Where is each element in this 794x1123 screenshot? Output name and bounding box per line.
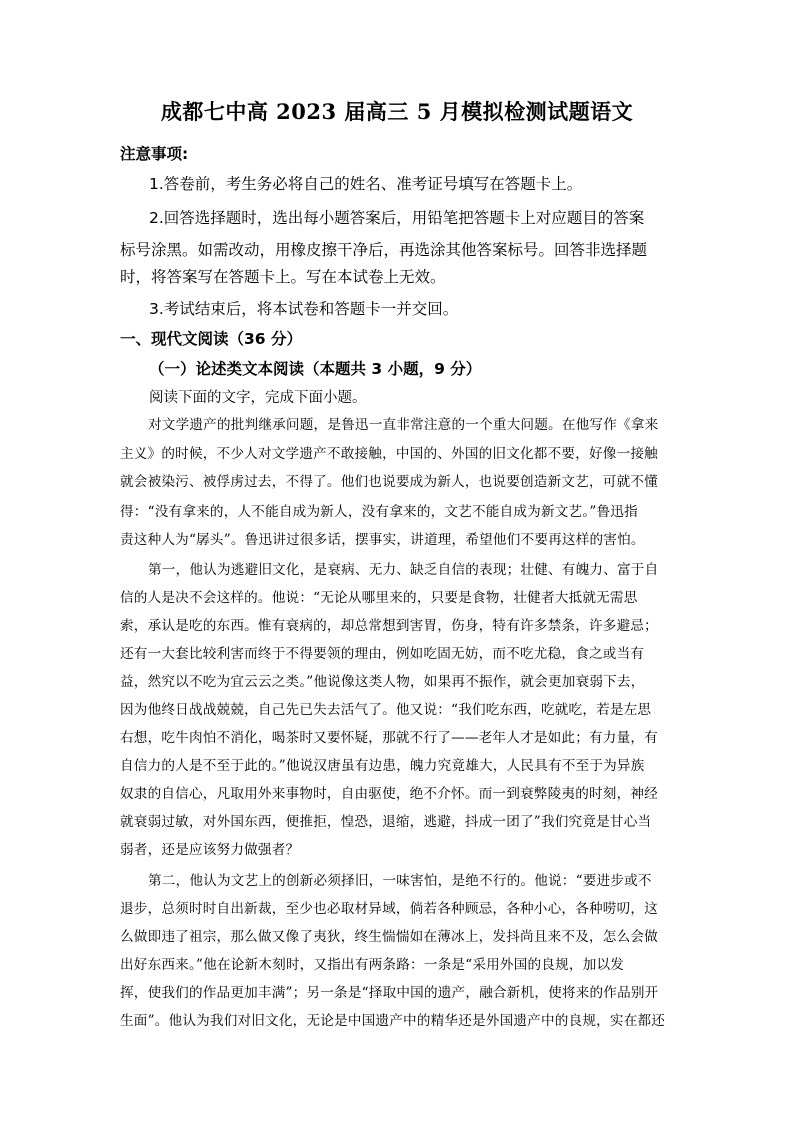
notice-heading: 注意事项: [120,145,189,163]
passage-line: 出好东西来。”他在论新木刻时，又指出有两条路：一条是“采用外国的良规，加以发 [120,957,625,973]
notice-item-2: 2.回答选择题时，选出每小题答案后，用铅笔把答题卡上对应题目的答案 [149,209,645,227]
exam-title: 成都七中高 2023 届高三 5 月模拟检测试题语文 [160,99,634,124]
passage-line: 就会被染污、被俘虏过去，不得了。他们也说要成为新人，也说要创造新文艺，可就不懂 [120,474,658,490]
passage-line: 奴隶的自信心，凡取用外来事物时，自由驱使，绝不介怀。而一到衰弊陵夷的时刻，神经 [120,786,658,802]
passage-line: 退步，总须时时自出新裁，至少也必取材异域，倘若各种顾忌，各种小心，各种唠叨，这 [120,901,658,917]
passage-line: 因为他终日战战兢兢，自己先已失去活气了。他又说：“我们吃东西，吃就吃，若是左思 [120,702,652,718]
passage-line: 么做即违了祖宗，那么做又像了夷狄，终生惴惴如在薄冰上，发抖尚且来不及，怎么会做 [120,929,658,945]
section-heading: 一、现代文阅读（36 分） [120,330,302,348]
passage-line: 挥，使我们的作品更加丰满”；另一条是“择取中国的遗产，融合新机，使将来的作品别开 [120,985,659,1001]
passage-line: 右想，吃牛肉怕不消化，喝茶时又要怀疑，那就不行了——老年人才是如此；有力量，有 [120,730,658,746]
notice-item-3: 3.考试结束后，将本试卷和答题卡一并交回。 [149,300,459,318]
passage-line: 得：“没有拿来的，人不能自成为新人，没有拿来的，文艺不能自成为新文艺。”鲁迅指 [120,504,638,520]
passage-line: 自信力的人是不至于此的。”他说汉唐虽有边患，魄力究竟雄大，人民具有不至于为异族 [120,758,645,774]
passage-line: 弱者，还是应该努力做强者？ [120,842,300,858]
reading-instruction: 阅读下面的文字，完成下面小题。 [149,390,367,406]
subsection-heading: （一）论述类文本阅读（本题共 3 小题，9 分） [149,360,482,378]
passage-line: 主义》的时候，不少人对文学遗产不敢接触，中国的、外国的旧文化都不要，好像一接触 [120,446,658,462]
passage-line: 第一，他认为逃避旧文化，是衰病、无力、缺乏自信的表现；壮健、有魄力、富于自 [148,562,659,578]
notice-item-1: 1.答卷前，考生务必将自己的姓名、准考证号填写在答题卡上。 [149,175,583,193]
notice-item-2-cont-2: 时，将答案写在答题卡上。写在本试卷上无效。 [120,268,446,286]
passage-line: 对文学遗产的批判继承问题，是鲁迅一直非常注意的一个重大问题。在他写作《拿来 [148,417,659,433]
passage-line: 信的人是决不会这样的。他说：“无论从哪里来的，只要是食物，壮健者大抵就无需思 [120,590,638,606]
passage-line: 益，然究以不吃为宜云云之类。”他说像这类人物，如果再不振作，就会更加衰弱下去， [120,674,645,690]
passage-line: 就衰弱过敏，对外国东西，便推拒，惶恐，退缩，逃避，抖成一团了”我们究竟是甘心当 [120,814,652,830]
notice-item-2-cont: 标号涂黑。如需改动，用橡皮擦干净后，再选涂其他答案标号。回答非选择题 [120,241,648,259]
passage-line: 索，承认是吃的东西。惟有衰病的，却总常想到害胃，伤身，特有许多禁条，许多避忌； [120,618,658,634]
passage-line: 责这种人为“孱头”。鲁迅讲过很多话，摆事实，讲道理，希望他们不要再这样的害怕。 [120,532,645,548]
passage-line: 第二，他认为文艺上的创新必须择旧，一味害怕，是绝不行的。他说：“要进步或不 [148,873,652,889]
passage-line: 生面”。他认为我们对旧文化，无论是中国遗产中的精华还是外国遗产中的良规，实在都还 [120,1013,666,1029]
passage-line: 还有一大套比较利害而终于不得要领的理由，例如吃固无妨，而不吃尤稳，食之或当有 [120,646,645,662]
